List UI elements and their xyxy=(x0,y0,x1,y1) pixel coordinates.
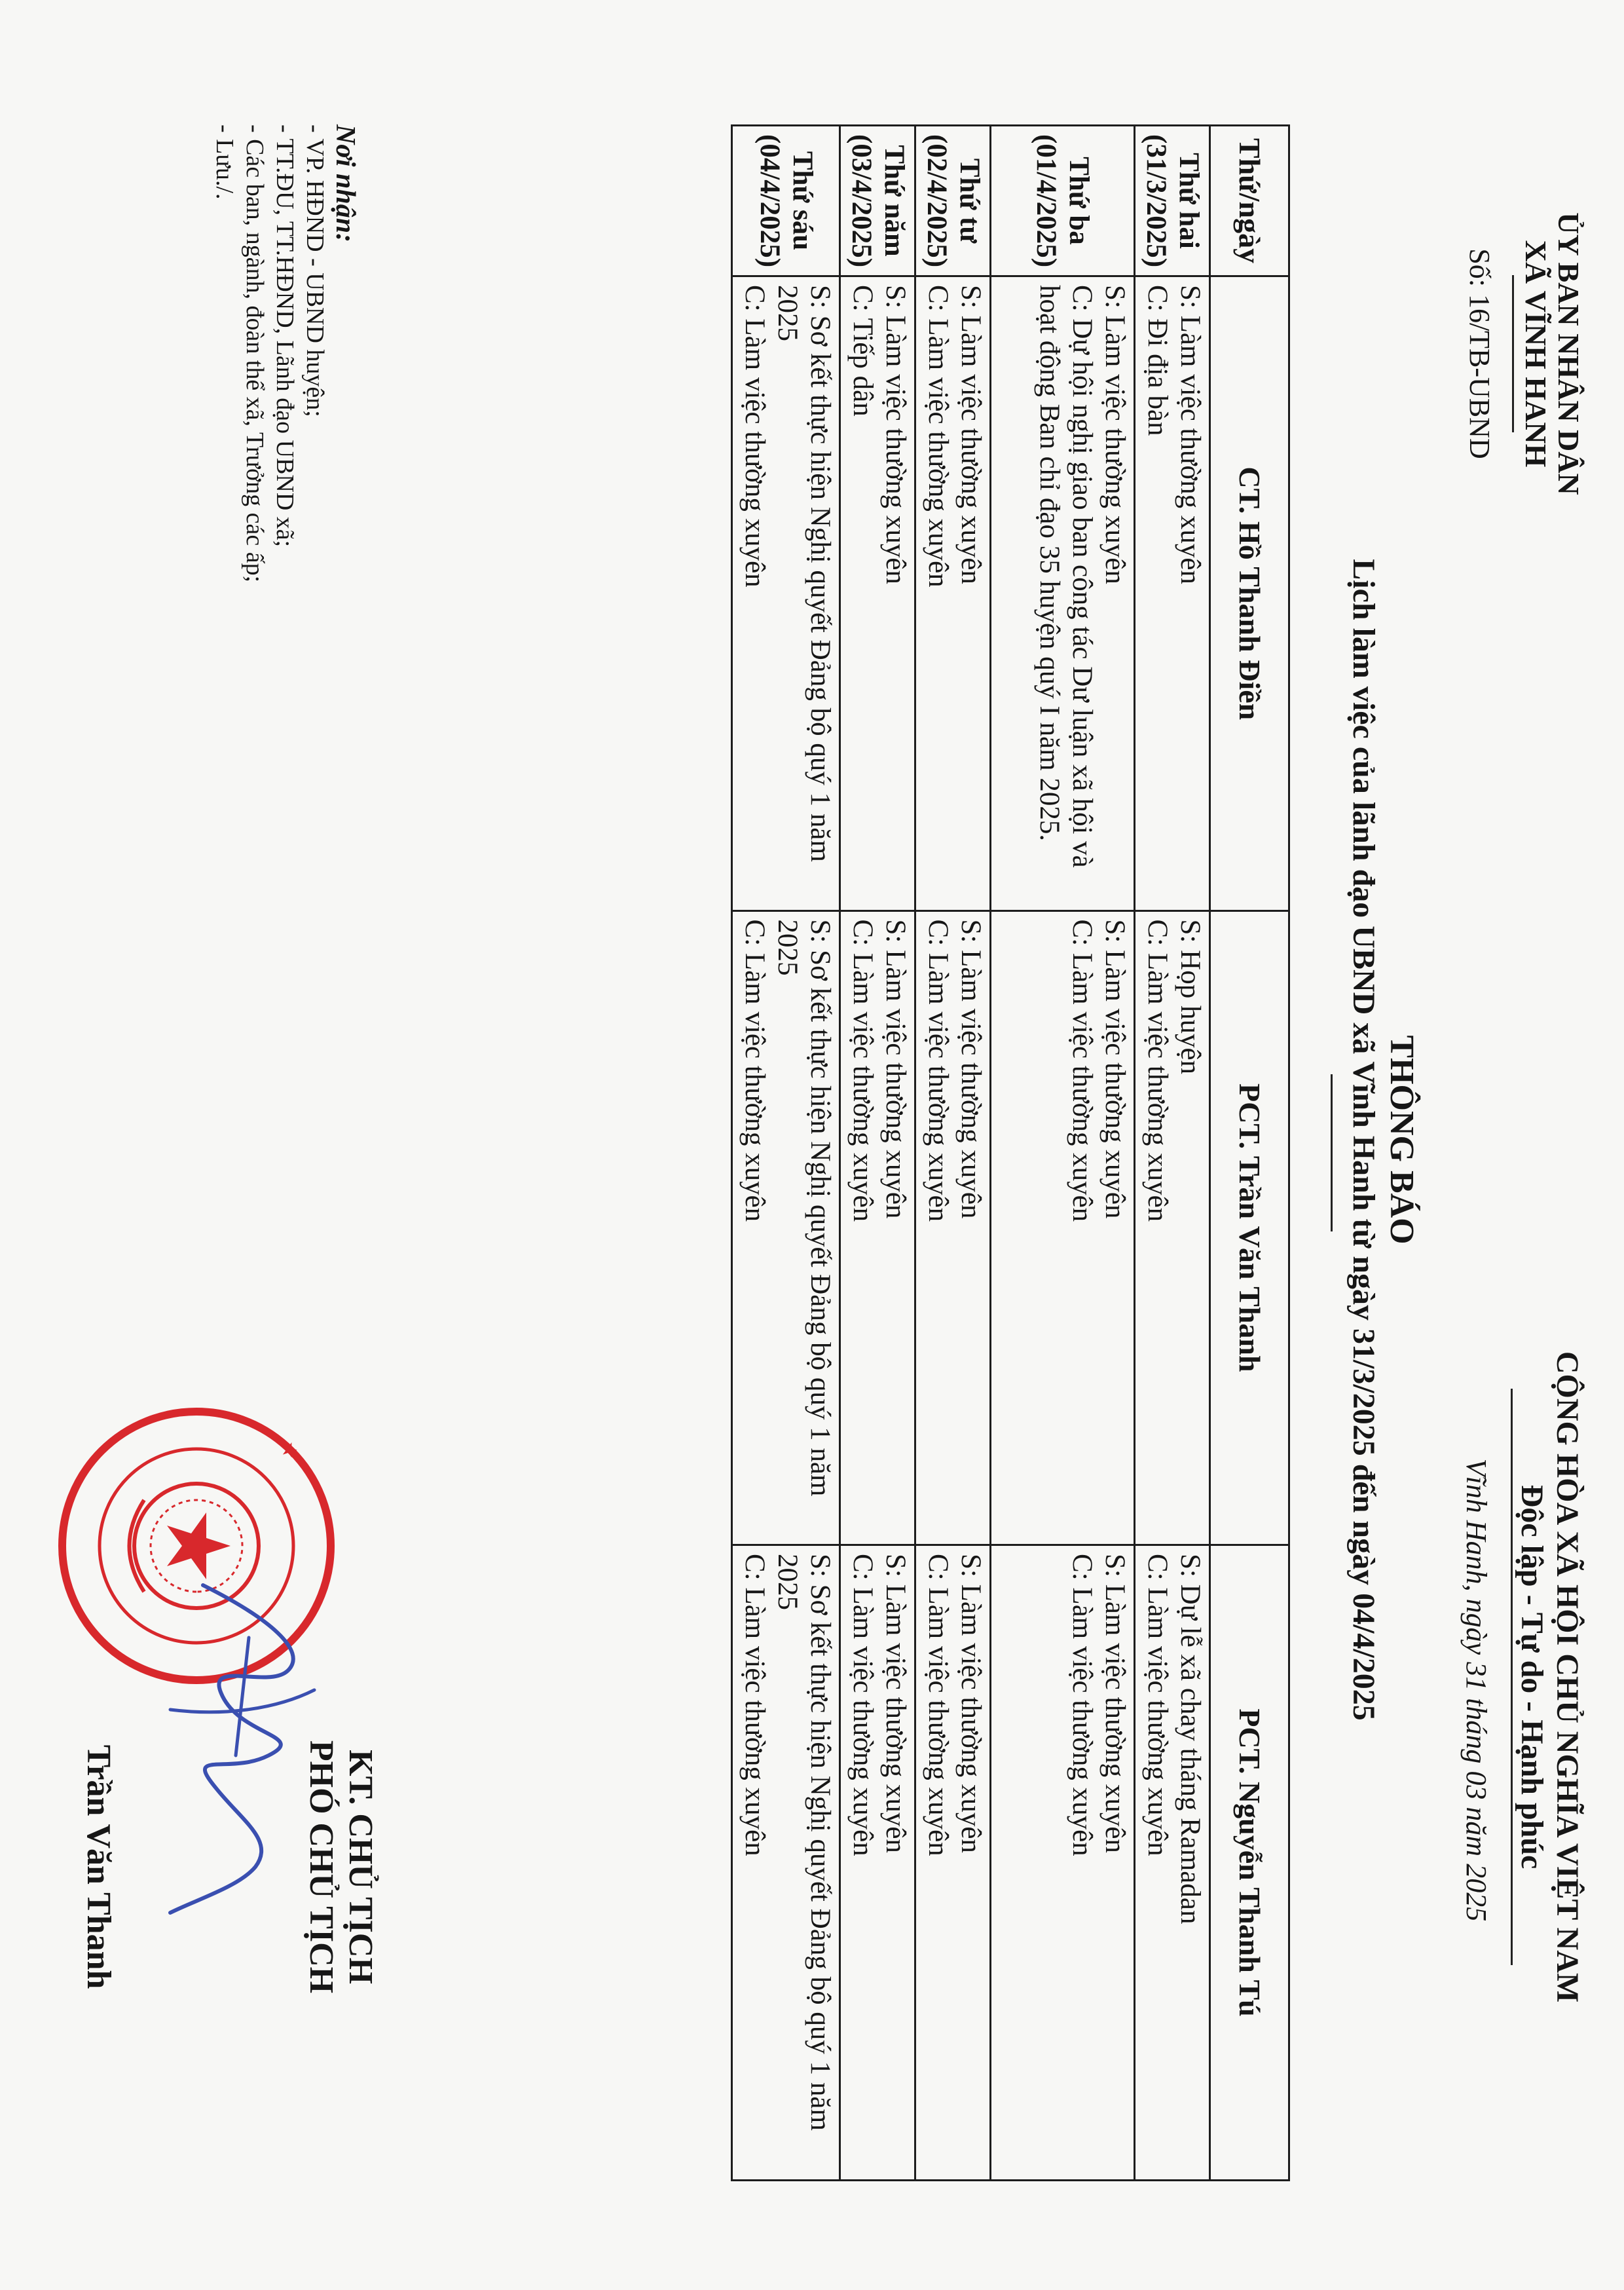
document-title: THÔNG BÁO xyxy=(1383,1035,1420,1245)
table-row xyxy=(1135,126,1210,2181)
table-row xyxy=(991,126,1135,2181)
schedule-cell: S: Làm việc thường xuyên C: Tiếp dân xyxy=(840,276,915,911)
schedule-cell: S: Làm việc thường xuyên C: Dự hội nghị giao ban công tác Dư luận xã hội và hoạt động Ban chỉ đạo 35 huyện quý I năm 2025. xyxy=(991,276,1135,911)
svg-text:★: ★ xyxy=(278,1441,301,1459)
org-underline xyxy=(1512,275,1514,432)
schedule-cell: S: Làm việc thường xuyên C: Làm việc thường xuyên xyxy=(915,276,991,911)
schedule-cell: S: Sơ kết thực hiện Nghị quyết Đảng bộ quý 1 năm 2025 C: Làm việc thường xuyên xyxy=(732,276,840,911)
signature-title-2: PHÓ CHỦ TỊCH xyxy=(303,1740,340,1994)
table-row xyxy=(840,126,915,2181)
schedule-cell: S: Làm việc thường xuyên C: Làm việc thường xuyên xyxy=(840,910,915,1545)
schedule-cell: S: Sơ kết thực hiện Nghị quyết Đảng bộ quý 1 năm 2025 C: Làm việc thường xuyên xyxy=(732,910,840,1545)
motto-underline xyxy=(1511,1389,1513,1965)
header-vice-chairman-1: PCT. Trần Văn Thanh xyxy=(1210,910,1289,1545)
day-cell: Thứ ba (01/4/2025) xyxy=(991,126,1135,276)
header-day: Thứ/ngày xyxy=(1210,126,1289,276)
day-cell: Thứ hai (31/3/2025) xyxy=(1135,126,1210,276)
day-cell: Thứ tư (02/4/2025) xyxy=(915,126,991,276)
header-vice-chairman-2: PCT. Nguyễn Thanh Tú xyxy=(1210,1545,1289,2181)
table-header-row xyxy=(1210,126,1289,2181)
org-line-1: ỦY BAN NHÂN DÂN xyxy=(1552,212,1585,495)
table-row xyxy=(732,126,840,2181)
schedule-cell: S: Làm việc thường xuyên C: Làm việc thường xuyên xyxy=(991,1545,1135,2181)
document-subtitle: Lịch làm việc của lãnh đạo UBND xã Vĩnh Hanh từ ngày 31/3/2025 đến ngày 04/4/2025 xyxy=(1346,559,1381,1721)
day-cell: Thứ sáu (04/4/2025) xyxy=(732,126,840,276)
handwritten-signature xyxy=(131,1559,367,1926)
schedule-cell: S: Dự lễ xã chay tháng Ramadan C: Làm việc thường xuyên xyxy=(1135,1545,1210,2181)
recipient-item: - Lưu./. xyxy=(211,124,238,200)
title-underline xyxy=(1331,1074,1333,1231)
org-line-2: XÃ VĨNH HANH xyxy=(1519,240,1553,468)
table-row xyxy=(915,126,991,2181)
recipients-block xyxy=(210,124,360,1173)
schedule-cell: S: Làm việc thường xuyên C: Đi địa bàn xyxy=(1135,276,1210,911)
header-chairman: CT. Hồ Thanh Điền xyxy=(1210,276,1289,911)
recipient-item: - VP. HĐND - UBND huyện; xyxy=(301,124,329,417)
day-cell: Thứ năm (03/4/2025) xyxy=(840,126,915,276)
nation-motto: Độc lập - Tự do - Hạnh phúc xyxy=(1515,1484,1549,1869)
signature-title-1: KT. CHỦ TỊCH xyxy=(342,1750,379,1984)
schedule-cell: S: Làm việc thường xuyên C: Làm việc thường xuyên xyxy=(915,1545,991,2181)
schedule-table xyxy=(731,124,1290,2181)
nation-name: CỘNG HÒA XÃ HỘI CHỦ NGHĨA VIỆT NAM xyxy=(1550,1351,1585,2003)
signer-name: Trần Văn Thanh xyxy=(80,1744,117,1989)
document-number: Số: 16/TB-UBND xyxy=(1464,248,1496,459)
schedule-cell: S: Làm việc thường xuyên C: Làm việc thường xuyên xyxy=(991,910,1135,1545)
recipients-heading: Nơi nhận: xyxy=(330,124,360,243)
national-heading xyxy=(1514,1166,1585,2188)
schedule-cell: S: Sơ kết thực hiện Nghị quyết Đảng bộ quý 1 năm 2025 C: Làm việc thường xuyên xyxy=(732,1545,840,2181)
recipient-item: - TT.ĐU, TT.HĐND, Lãnh đạo UBND xã; xyxy=(271,124,299,548)
recipient-item: - Các ban, ngành, đoàn thể xã, Trưởng các ấp; xyxy=(241,124,268,583)
schedule-cell: S: Làm việc thường xuyên C: Làm việc thường xuyên xyxy=(915,910,991,1545)
schedule-cell: S: Làm việc thường xuyên C: Làm việc thường xuyên xyxy=(840,1545,915,2181)
schedule-cell: S: Họp huyện C: Làm việc thường xuyên xyxy=(1135,910,1210,1545)
place-and-date: Vĩnh Hanh, ngày 31 tháng 03 năm 2025 xyxy=(1460,1458,1492,1922)
issuing-organization xyxy=(1519,118,1585,590)
